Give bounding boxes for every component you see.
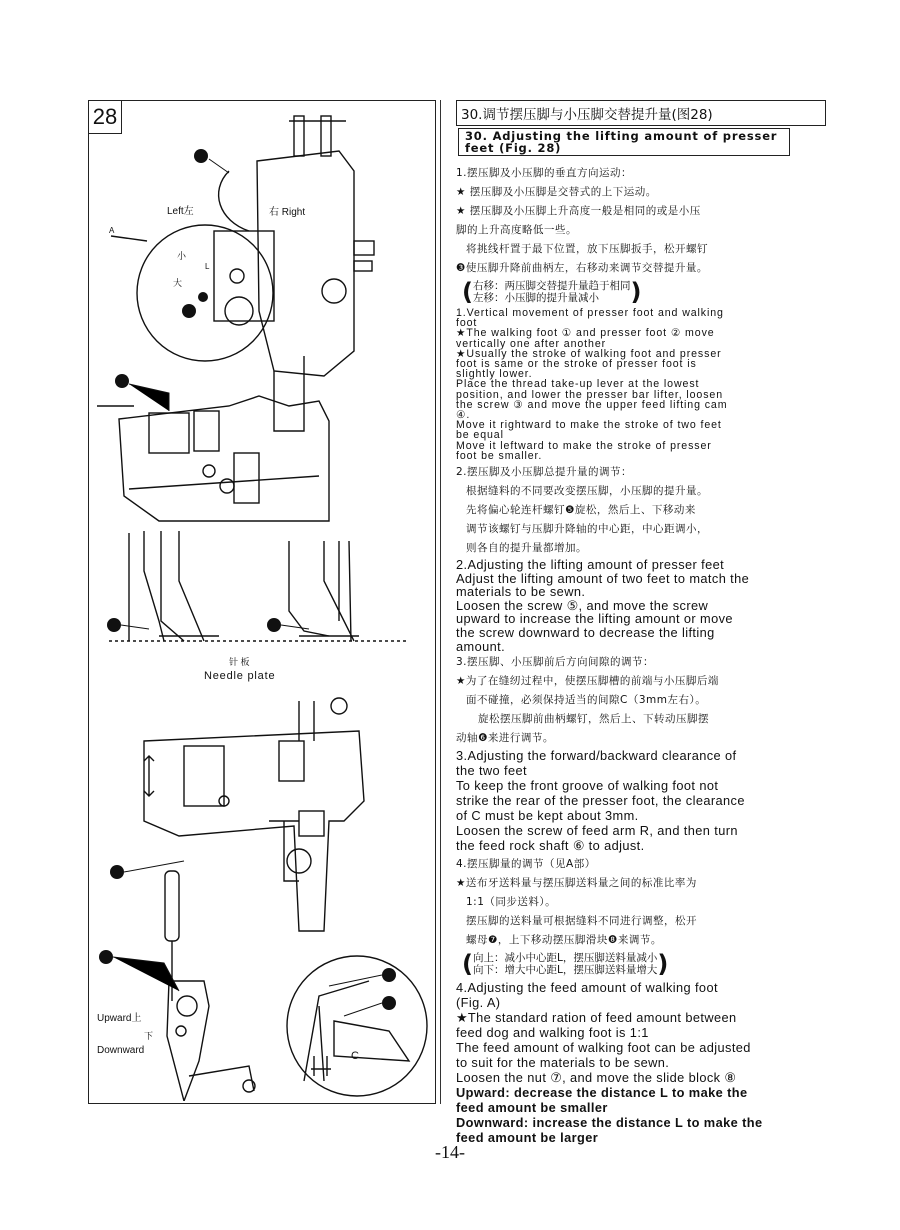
s2-en-line: Adjust the lifting amount of two feet to match the — [456, 570, 750, 586]
s1-en-line: foot — [456, 317, 478, 330]
s4-zh-line: ★送布牙送料量与摆压脚送料量之间的标准比率为 — [456, 877, 697, 890]
s1-zh-step2: ❸使压脚升降前曲柄左，右移动来调节交替提升量。 — [456, 262, 708, 274]
label-a: A — [109, 226, 115, 235]
s1-zh-line: ★ 摆压脚及小压脚上升高度一般是相同的或是小压 — [456, 205, 701, 217]
s4-en-bold-line: Downward: increase the distance L to make the — [456, 1115, 763, 1131]
s4-en-line: Loosen the nut ⑦, and move the slide block ⑧ — [456, 1070, 737, 1086]
s2-zh-line: 则各自的提升量都增加。 — [466, 542, 587, 555]
s3-en-line: the feed rock shaft ⑥ to adjust. — [456, 838, 645, 854]
section-title-zh: 30.调节摆压脚与小压脚交替提升量(图28) — [456, 100, 826, 126]
s4-zh-line: 螺母❼，上下移动摆压脚滑块❽来调节。 — [466, 934, 662, 947]
s2-en-block — [456, 558, 826, 653]
s1-en-line: Move it rightward to make the stroke of two feet — [456, 419, 722, 432]
sewing-machine-illustration — [89, 101, 434, 1101]
label-down-zh: 下 — [144, 1031, 154, 1041]
label-small: 小 — [177, 251, 187, 261]
s4-en-line: to suit for the materials to be sewn. — [456, 1055, 670, 1071]
s4-brace: ( 向上：减小中心距L，摆压脚送料量减小 向下：增大中心距L，摆压脚送料量增大 ) — [462, 950, 669, 979]
callout-2-detail — [382, 996, 396, 1010]
s3-en-line: To keep the front groove of walking foot not — [456, 778, 719, 794]
s3-en-line: 3.Adjusting the forward/backward clearance of — [456, 748, 737, 764]
s2-en-line: 2.Adjusting the lifting amount of presser feet — [456, 557, 725, 573]
s1-brace-line: 左移：小压脚的提升量减小 — [472, 292, 599, 304]
s4-brace-line: 向上：减小中心距L，摆压脚送料量减小 — [472, 952, 658, 965]
s1-en-line: foot is same or the stroke of presser foot is — [456, 358, 697, 371]
s1-zh-line: 脚的上升高度略低一些。 — [456, 224, 577, 236]
s1-en-line: slightly lower. — [456, 368, 533, 381]
label-downward: Downward — [97, 1045, 145, 1056]
s4-zh-line: 1:1（同步送料）。 — [466, 896, 557, 909]
s3-zh-line: ★为了在缝纫过程中，使摆压脚槽的前端与小压脚后端 — [456, 675, 719, 688]
s3-zh-line: 面不碰撞，必须保持适当的间隙C（3mm左右）。 — [466, 694, 707, 707]
callout-4 — [194, 149, 208, 163]
callout-5 — [110, 865, 124, 879]
s4-brace-line: 向下：增大中心距L，摆压脚送料量增大 — [472, 964, 658, 977]
s3-en-line: of C must be kept about 3mm. — [456, 808, 639, 824]
s3-en-line: strike the rear of the presser foot, the clearance — [456, 793, 745, 809]
s3-zh-line: 动轴❻来进行调节。 — [456, 732, 554, 745]
s4-en-bold-line: feed amount be larger — [456, 1130, 599, 1146]
callout-6 — [99, 950, 113, 964]
s2-en-line: amount. — [456, 638, 506, 654]
s4-en-line: 4.Adjusting the feed amount of walking foot — [456, 980, 718, 996]
s1-brace-line: 右移：两压脚交替提升量趋于相同 — [472, 280, 631, 292]
s3-en-line: the two feet — [456, 763, 527, 779]
column-divider — [440, 100, 441, 1104]
s1-en-line: ★Usually the stroke of walking foot and presser — [456, 347, 722, 360]
s1-zh-line: ★ 摆压脚及小压脚是交替式的上下运动。 — [456, 186, 657, 198]
callout-7 — [182, 304, 196, 318]
s2-zh-line: 先将偏心轮连杆螺钉❺旋松，然后上、下移动来 — [466, 504, 696, 517]
s2-zh-head: 2.摆压脚及小压脚总提升量的调节： — [456, 466, 633, 479]
s1-en-line: vertically one after another — [456, 337, 607, 350]
s1-en-line: position, and lower the presser bar lifter, loosen — [456, 388, 724, 401]
figure-number: 28 — [89, 101, 122, 134]
instructions-column — [456, 100, 826, 1145]
s4-en-line: ★The standard ration of feed amount between — [456, 1010, 737, 1026]
s3-en-line: Loosen the screw of feed arm R, and then turn — [456, 823, 738, 839]
label-upward: Upward上 — [97, 1013, 142, 1024]
callout-1 — [107, 618, 121, 632]
label-left: Left左 — [167, 206, 194, 217]
label-l: L — [205, 262, 210, 271]
s1-en-block — [456, 308, 826, 461]
needle-plate-zh: 针 板 — [229, 657, 250, 667]
s1-zh-step: 将挑线杆置于最下位置，放下压脚扳手，松开螺钉 — [466, 243, 708, 255]
s1-en-line: the screw ③ and move the upper feed lifting cam — [456, 398, 728, 411]
s4-en-line: The feed amount of walking foot can be adjusted — [456, 1040, 751, 1056]
figure-panel — [88, 100, 436, 1104]
s2-en-line: Loosen the screw ⑤, and move the screw — [456, 597, 709, 613]
s1-en-line: Move it leftward to make the stroke of presser — [456, 439, 712, 452]
callout-2 — [267, 618, 281, 632]
callout-1-detail — [382, 968, 396, 982]
s1-brace: ( 右移：两压脚交替提升量趋于相同 左移：小压脚的提升量减小 ) — [462, 278, 642, 306]
s2-en-line: upward to increase the lifting amount or move — [456, 611, 733, 627]
label-big: 大 — [173, 278, 183, 288]
label-c: C — [351, 1050, 359, 1062]
s4-en-bold-line: feed amount be smaller — [456, 1100, 608, 1116]
s3-zh-head: 3.摆压脚、小压脚前后方向间隙的调节： — [456, 656, 655, 669]
s2-en-line: the screw downward to decrease the lifting — [456, 625, 715, 641]
s1-en-line: 1.Vertical movement of presser foot and walking — [456, 307, 724, 319]
label-right: 右 Right — [269, 207, 306, 218]
s4-zh-line: 摆压脚的送料量可根据缝料不同进行调整，松开 — [466, 915, 697, 928]
s4-en-bold-line: Upward: decrease the distance L to make the — [456, 1085, 748, 1101]
s1-en-line: ★The walking foot ① and presser foot ② move — [456, 327, 715, 340]
s2-zh-line: 根据缝料的不同要改变摆压脚，小压脚的提升量。 — [466, 485, 708, 498]
s1-en-line: foot be smaller. — [456, 449, 543, 462]
s2-zh-line: 调节该螺钉与压脚升降轴的中心距，中心距调小， — [466, 523, 708, 536]
s2-en-line: materials to be sewn. — [456, 584, 586, 600]
s4-zh-head: 4.摆压脚量的调节（见A部） — [456, 858, 596, 871]
s1-zh-head: 1.摆压脚及小压脚的垂直方向运动： — [456, 167, 633, 179]
callout-8 — [198, 292, 208, 302]
needle-plate-en: Needle plate — [204, 670, 276, 682]
s3-zh-line: 旋松摆压脚前曲柄螺钉，然后上、下转动压脚摆 — [478, 713, 709, 726]
s4-en-block — [456, 980, 826, 1145]
page-number: -14- — [435, 1142, 465, 1162]
section-title-en: 30. Adjusting the lifting amount of presser feet (Fig. 28) — [458, 128, 790, 156]
s4-en-line: feed dog and walking foot is 1:1 — [456, 1025, 649, 1041]
s1-en-line: ④. — [456, 409, 471, 422]
callout-3 — [115, 374, 129, 388]
s1-en-line: Place the thread take-up lever at the lowest — [456, 378, 700, 391]
s3-en-block — [456, 748, 826, 853]
s1-en-line: be equal — [456, 429, 504, 442]
s4-en-line: (Fig. A) — [456, 995, 501, 1011]
